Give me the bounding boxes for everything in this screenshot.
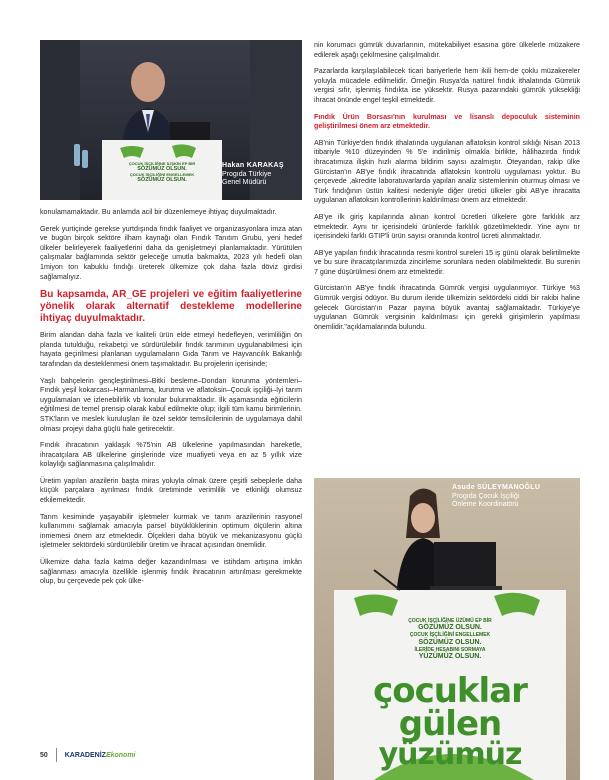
slogan-line: gülen [398,704,502,744]
paragraph: Ülkemize daha fazla katma değer kazandırılması ve istihdam artışına imkân sağlanması amacıyla özellikle işlenmiş fındık ihracatının artırılması gerekmekte olup, bu çerçevede pek çok ülke- [40,558,302,586]
caption-title-line2: Genel Müdürü [222,179,267,186]
banner-line: ÇOCUK İŞÇİLİĞİNE İLİŞKİN EP BİR [128,161,196,166]
banner-line: ÇOCUK İŞÇİLİĞİNİ ENGELLEMEK [409,632,491,639]
paragraph: Gürcistan'ın AB'ye fındık ihracatında Gümrük vergisi uygulanmıyor. Türkiye %3 Gümrük vergisi ödüyor. Bu durum ileride ülkemizin sektördeki ciddi bir rakibi haline gelecek Gürcistan'ın Pazar payına büyük avantaj sağlamaktadır. Türkiye'ye uygulanan Gümrük vergisinin kaldırılması için gerekli girişimlerin yapılması önemlidir."açıklamalarında bulundu. [314,284,580,331]
caption-title-line2: Önleme Koordinatörü [452,501,519,508]
left-column [40,208,302,594]
paragraph: Üretim yapılan arazilerin başta miras yoluyla olmak üzere çeşitli sebeplerle daha küçük parçalara ayrılması fındık üretiminde verimlilik ve etkinliği olumsuz etkilemektedir. [40,476,302,505]
caption-name: Asude SÜLEYMANOĞLU [452,484,541,491]
paragraph: Fındık ihracatının yaklaşık %75'nin AB ülkelerine yapılmasından hareketle, ihracatçılara AB ülkelerine girişlerinde vize muafiyeti veya en az 5 yıllık vize kolaylığı sağlanmasına çalışılmalıdır. [40,441,302,469]
speaker-photo-hakan [40,40,302,200]
banner-slogan [334,671,566,772]
paragraph: nin korumacı gümrük duvarlarının, mütekabiliyet esasına göre ülkelerle müzakere edilerek aşağı çekilmesine çalışılmalıdır. [314,41,580,59]
right-column [314,41,580,339]
highlight-paragraph: Fındık Ürün Borsası'nın kurulması ve lisanslı depoculuk sisteminin geliştirilmesi önem arz etmektedir. [314,112,580,131]
paragraph: AB'ye ilk giriş kapılarında alınan kontrol ücretleri ülkelere göre farklılık arz etmektedir. Aynı tır içerisindeki ürünlerde farklılık gözetilmektedir. Yine aynı tır içerisindeki farklı GTIP'li ürün sayısı oranında kontrol ücreti alınmaktadır. [314,212,580,241]
paragraph: konulamamaktadır. Bu anlamda acil bir düzenlemeye ihtiyaç duyulmaktadır. [40,208,277,216]
banner-text [102,161,222,183]
speaker-photo-asude [314,478,580,780]
paragraph: Pazarlarda karşılaşılabilecek ticari bariyerlerle hem ikili hem-de çoklu müzakereler yoluyla mücadele edilmelidir. Örneğin Rusya'da natürel fındık ithalatında Gümrük vergisi sıfır, işlenmiş fındıkta ise yüksektir. Rusya pazarındaki gümrük yüksekliği ihracat önünde engel teşkil etmektedir. [314,67,580,104]
photo-caption [452,484,540,510]
paragraph: Tarım kesiminde yaşayabilir işletmeler kurmak ve tarım arazilerinin rasyonel kullanımını sağlamak amacıyla parsel büyüklüklerinin optimum ölçülerin altına inmemesi önem arz etmektedir. Ölçekleri daha büyük ve mekanizasyonu güçlü işletmeler sektördeki sürdürülebilir üretim ve ihracat açısından önemlidir. [40,512,302,550]
paragraph: Yaşlı bahçelerin gençleştirilmesi–Bitki besleme–Dondan korunma yöntemleri–Fındık yeşil kokarcası–Harmanlama, kurutma ve aflatoksin–Çocuk işçiliği–İyi tarım uygulamaları ve izlenebilirlik vb konular bulunmaktadır. İlk aşamasında eğiticilerin eğitilmesi de temel prensip olarak kabul edilmekte olup; ilgili tüm kamu birimlerinin. STK'ların ve meslek kuruluşları ile özel sektör temsilcilerinin de uygulamaya dahil olması projeyi daha güçlü hale getirecektir. [40,376,302,433]
photo-caption [222,162,284,188]
highlight-paragraph: Bu kapsamda, AR_GE projeleri ve eğitim faaliyetlerine yönelik olarak alternatif destekleme modellerine ihtiyaç duyulmaktadır. [40,289,302,325]
slogan-line: yüzümüz [378,737,522,772]
magazine-logo [65,752,136,759]
banner-line: YÜZÜMÜZ OLSUN. [418,653,482,661]
paragraph: Birim alandan daha fazla ve kaliteli ürün elde etmeyi hedefleyen, verimliliğin ön planda tutulduğu, rekabetçi ve sürdürülebilir fındık tarımının uygulanabilmesi için hayata geçirilmesi planlanan uygulamaların Gıda Tarım ve Hayvancılık Bakanlığı tarafından da desteklenmesi önem taşımaktadır. Bu projelerin içerisinde; [40,331,302,368]
banner-line: SÖZÜMÜZ OLSUN. [418,638,482,646]
caption-title-line1: Progıda Çocuk İşçiliği [452,492,520,500]
paragraph: Gerek yurtiçinde gerekse yurtdışında fındık faaliyet ve organizasyonlara imza atan ve bugün birçok sektöre ilham kaynağı olan Fındık Tanıtım Grubu, yeni hedef ülkeler belirleyerek faaliyetlerini daha da genişletmeyi planlamaktadır. Yürütülen çalışmalar bağlamında sektör geleceğe umutla bakmakta, 2023 yılı hedefi olan 1miyon ton kabuklu fındığı üreterek ülkemize çok daha fazla döviz girdisi sağlamalıyız. [40,224,302,281]
banner-line: İLERİDE HESABINI SORMAYA [414,646,486,653]
page-number: 50 [40,751,48,759]
paragraph: AB'nin Türkiye'den fındık ithalatında uygulanan aflatoksin kontrol sıklığı Nisan 2013 itibariyle %10 düzeyinden % 5'e indirilmiş olmakla birlikte, hâlihazırda fındık ihracatımıza ilişkin hızlı alarma bildirim sayısı azalmıştır. Öteyandan, rakip ülke Gürcistan'ın AB'ye fındık ihracatında aflatoksin kontrolü uygulaması yoktur. Bu çerçevede ,akredite laboratuvarlarda yapılan analiz sistemlerinin oturmuş olması ve Türk fındığının üstün kalitesi nedeniyle diğer üretici ülkeler gibi AB'ye ihracatta uygulanan aflatoksin kontrollerinin kaldırılması önem arz etmektedir. [314,138,580,205]
footer-divider [56,748,57,762]
banner-text [334,618,566,661]
banner-line: ÇOCUK İŞÇİLİĞİNİ ENGELLEMEK [129,172,195,177]
banner-line: SÖZÜMÜZ OLSUN. [137,177,187,183]
logo-part1: KARADENİZ [64,751,106,759]
caption-name: Hakan KARAKAŞ [222,162,284,169]
page-footer [40,748,136,762]
caption-title-line1: Progıda Türkiye [222,170,272,178]
banner-line: GÖZÜMÜZ OLSUN. [418,624,482,632]
banner-line: ÇOCUK İŞÇİLİĞİNE ÜZÜMÜ EP BİR [408,618,492,624]
logo-part2: Ekonomi [105,751,136,759]
paragraph: AB'ye yapılan fındık ihracatında resmi kontrol sureleri 15 iş günü olarak belirtilmekte ve bu sure ihracatçılarımızda zincirleme sorunlara neden olabilmektedir. Bu surenin 7 güne düşürülmesi önem arz etmektedir. [314,248,580,276]
banner-line: SÖZÜMÜZ OLSUN. [137,166,187,172]
slogan-line: çocuklar [373,671,527,711]
